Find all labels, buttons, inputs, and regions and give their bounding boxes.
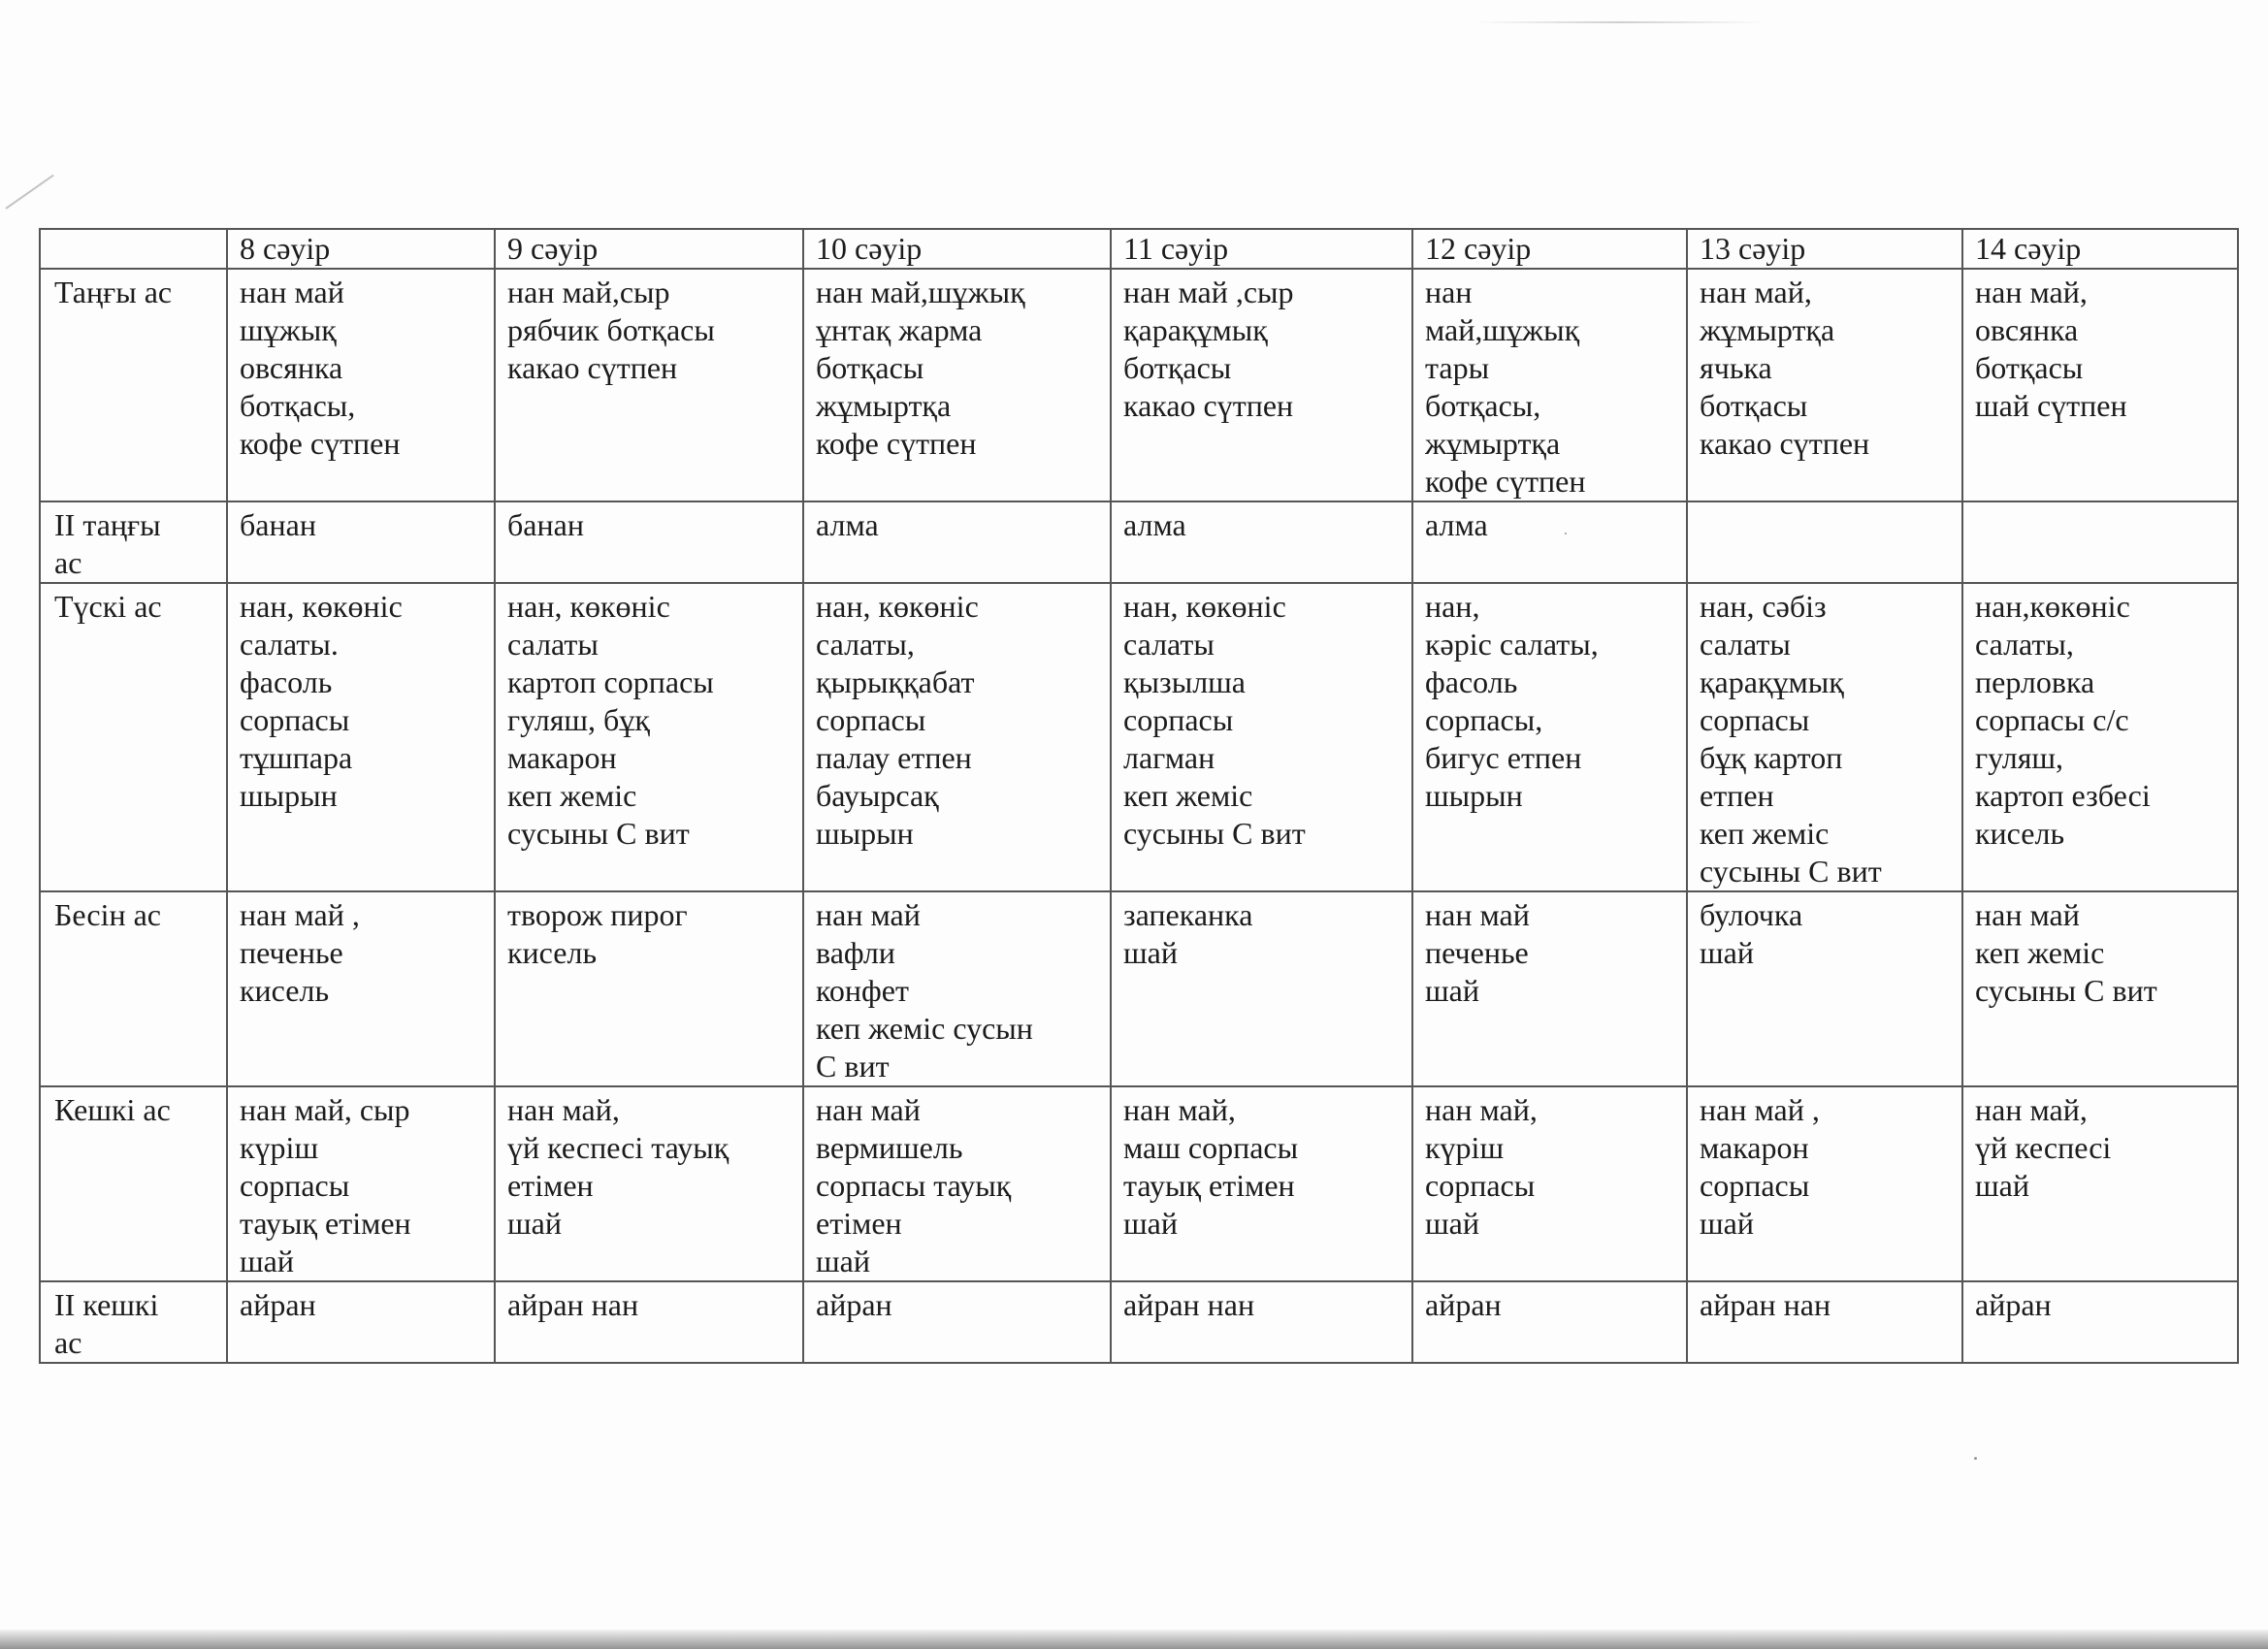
menu-cell: нан,көкөніс салаты, перловка сорпасы с/с гуляш, картоп езбесі кисель <box>1962 583 2238 891</box>
menu-cell: нан май, сыр күріш сорпасы тауық етімен шай <box>227 1086 495 1281</box>
menu-cell: нан май ,сыр қарақұмық ботқасы какао сүтпен <box>1111 269 1412 501</box>
date-header: 12 сәуір <box>1412 229 1687 269</box>
scan-artifact-bottom <box>0 1630 2268 1649</box>
menu-cell: айран <box>1412 1281 1687 1363</box>
menu-cell: запеканка шай <box>1111 891 1412 1086</box>
menu-cell: нан, көкөніс салаты қызылша сорпасы лагман кеп жеміс сусыны С вит <box>1111 583 1412 891</box>
menu-cell: айран <box>803 1281 1111 1363</box>
meal-label: Кешкі ас <box>40 1086 227 1281</box>
menu-cell: нан, көкөніс салаты картоп сорпасы гуляш, бұқ макарон кеп жеміс сусыны С вит <box>495 583 803 891</box>
menu-cell: нан май, үй кеспесі шай <box>1962 1086 2238 1281</box>
menu-cell: нан май , макарон сорпасы шай <box>1687 1086 1962 1281</box>
date-header: 9 сәуір <box>495 229 803 269</box>
menu-cell: нан май шұжық овсянка ботқасы, кофе сүтпен <box>227 269 495 501</box>
weekly-menu-table <box>39 228 2239 1364</box>
scan-artifact-top <box>1474 21 1766 23</box>
menu-cell: нан май, маш сорпасы тауық етімен шай <box>1111 1086 1412 1281</box>
menu-cell: алма <box>803 501 1111 583</box>
menu-cell <box>1687 501 1962 583</box>
menu-cell: нан май, күріш сорпасы шай <box>1412 1086 1687 1281</box>
table-row-second-breakfast <box>40 501 2238 583</box>
menu-cell: айран <box>1962 1281 2238 1363</box>
menu-cell: нан май,шұжық тары ботқасы, жұмыртқа кофе сүтпен <box>1412 269 1687 501</box>
menu-cell: банан <box>495 501 803 583</box>
menu-cell: нан май, жұмыртқа ячька ботқасы какао сүтпен <box>1687 269 1962 501</box>
menu-cell: нан, сәбіз салаты қарақұмық сорпасы бұқ картоп етпен кеп жеміс сусыны С вит <box>1687 583 1962 891</box>
menu-cell: нан май вафли конфет кеп жеміс сусын С вит <box>803 891 1111 1086</box>
menu-cell: айран нан <box>1111 1281 1412 1363</box>
menu-cell: нан май, үй кеспесі тауық етімен шай <box>495 1086 803 1281</box>
menu-cell: банан <box>227 501 495 583</box>
table-row-lunch <box>40 583 2238 891</box>
menu-cell: нан май,сыр рябчик ботқасы какао сүтпен <box>495 269 803 501</box>
corner-cell <box>40 229 227 269</box>
meal-label: ІІ кешкі ас <box>40 1281 227 1363</box>
header-row <box>40 229 2238 269</box>
date-header: 14 сәуір <box>1962 229 2238 269</box>
date-header: 8 сәуір <box>227 229 495 269</box>
menu-cell <box>1962 501 2238 583</box>
menu-cell: айран <box>227 1281 495 1363</box>
table-row-breakfast <box>40 269 2238 501</box>
date-header: 10 сәуір <box>803 229 1111 269</box>
table-row-dinner <box>40 1086 2238 1281</box>
menu-cell: булочка шай <box>1687 891 1962 1086</box>
scan-speck <box>1974 1457 1977 1460</box>
menu-cell: нан май,шұжық ұнтақ жарма ботқасы жұмыртқа кофе сүтпен <box>803 269 1111 501</box>
meal-label: ІІ таңғы ас <box>40 501 227 583</box>
date-header: 13 сәуір <box>1687 229 1962 269</box>
menu-cell: алма <box>1111 501 1412 583</box>
menu-cell: нан, көкөніс салаты, қырыққабат сорпасы палау етпен бауырсақ шырын <box>803 583 1111 891</box>
menu-cell: нан май , печенье кисель <box>227 891 495 1086</box>
meal-label: Бесін ас <box>40 891 227 1086</box>
menu-cell: нан май печенье шай <box>1412 891 1687 1086</box>
menu-cell: алма <box>1412 501 1687 583</box>
menu-cell: нан, көкөніс салаты. фасоль сорпасы тұшпара шырын <box>227 583 495 891</box>
menu-cell: нан май кеп жеміс сусыны С вит <box>1962 891 2238 1086</box>
table-row-afternoon-snack <box>40 891 2238 1086</box>
menu-cell: нан, кәріс салаты, фасоль сорпасы, бигус етпен шырын <box>1412 583 1687 891</box>
table-row-second-dinner <box>40 1281 2238 1363</box>
date-header: 11 сәуір <box>1111 229 1412 269</box>
menu-cell: нан май вермишель сорпасы тауық етімен шай <box>803 1086 1111 1281</box>
menu-cell: нан май, овсянка ботқасы шай сүтпен <box>1962 269 2238 501</box>
menu-cell: айран нан <box>1687 1281 1962 1363</box>
meal-label: Таңғы ас <box>40 269 227 501</box>
scan-artifact-left <box>5 175 53 210</box>
menu-cell: айран нан <box>495 1281 803 1363</box>
menu-cell: творож пирог кисель <box>495 891 803 1086</box>
meal-label: Түскі ас <box>40 583 227 891</box>
